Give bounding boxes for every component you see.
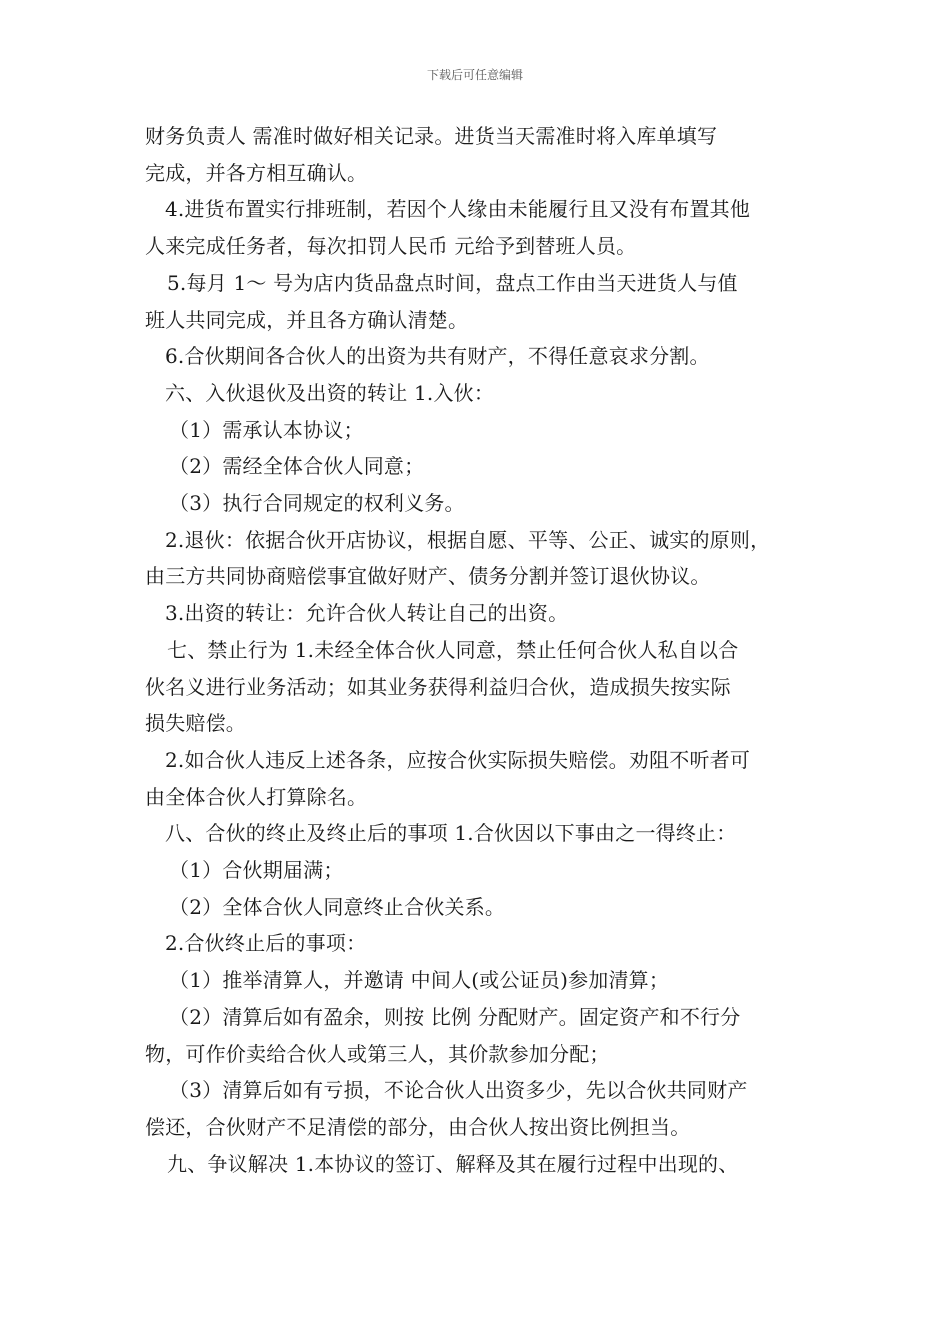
text-line: 由三方共同协商赔偿事宜做好财产、债务分割并签订退伙协议。 — [145, 564, 711, 589]
text-line: 4.进货布置实行排班制，若因个人缘由未能履行且又没有布置其他 — [165, 197, 751, 222]
text-line: （3）执行合同规定的权利义务。 — [169, 491, 465, 516]
text-line: 七、禁止行为 1.未经全体合伙人同意，禁止任何合伙人私自以合 — [167, 637, 739, 662]
text-line: 损失赔偿。 — [145, 711, 246, 736]
text-line: 6.合伙期间各合伙人的出资为共有财产，不得任意哀求分割。 — [165, 344, 710, 369]
text-line: 财务负责人 需准时做好相关记录。进货当天需准时将入库单填写 — [145, 124, 718, 148]
page-header: 下载后可任意编辑 — [426, 68, 523, 82]
text-line: 2.退伙：依据合伙开店协议，根据自愿、平等、公正、诚实的原则， — [165, 527, 771, 552]
text-line: 2.合伙终止后的事项： — [165, 931, 367, 956]
text-line: （2）需经全体合伙人同意； — [169, 454, 425, 479]
text-line: 5.每月 1～ 号为店内货品盘点时间，盘点工作由当天进货人与值 — [167, 270, 738, 295]
text-line: （2）全体合伙人同意终止合伙关系。 — [169, 894, 506, 919]
text-line: 3.出资的转让：允许合伙人转让自己的出资。 — [165, 601, 569, 626]
text-line: （2）清算后如有盈余，则按 比例 分配财产。固定资产和不行分 — [169, 1004, 741, 1029]
text-line: 2.如合伙人违反上述各条，应按合伙实际损失赔偿。劝阻不听者可 — [165, 747, 751, 772]
text-line: 伙名义进行业务活动；如其业务获得利益归合伙，造成损失按实际 — [145, 674, 731, 699]
text-line: （1）需承认本协议； — [169, 417, 364, 442]
text-line: 八、合伙的终止及终止后的事项 1.合伙因以下事由之一得终止： — [165, 821, 737, 846]
text-line: 完成，并各方相互确认。 — [145, 160, 368, 185]
text-line: 班人共同完成，并且各方确认清楚。 — [145, 307, 469, 332]
text-line: （1）合伙期届满； — [169, 858, 344, 883]
text-line: 六、入伙退伙及出资的转让 1.入伙： — [165, 380, 495, 405]
text-line: 九、争议解决 1.本协议的签订、解释及其在履行过程中出现的、 — [167, 1151, 739, 1176]
document-body — [145, 118, 835, 1182]
text-line: 物，可作价卖给合伙人或第三人，其价款参加分配； — [145, 1041, 610, 1066]
text-line: 偿还，合伙财产不足清偿的部分，由合伙人按出资比例担当。 — [145, 1114, 691, 1139]
text-line: （1）推举清算人，并邀请 中间人(或公证员)参加清算； — [169, 968, 670, 993]
text-line: 人来完成任务者，每次扣罚人民币 元给予到替班人员。 — [145, 234, 637, 259]
text-line: （3）清算后如有亏损，不论合伙人出资多少，先以合伙共同财产 — [169, 1078, 748, 1103]
text-line: 由全体合伙人打算除名。 — [145, 784, 368, 809]
